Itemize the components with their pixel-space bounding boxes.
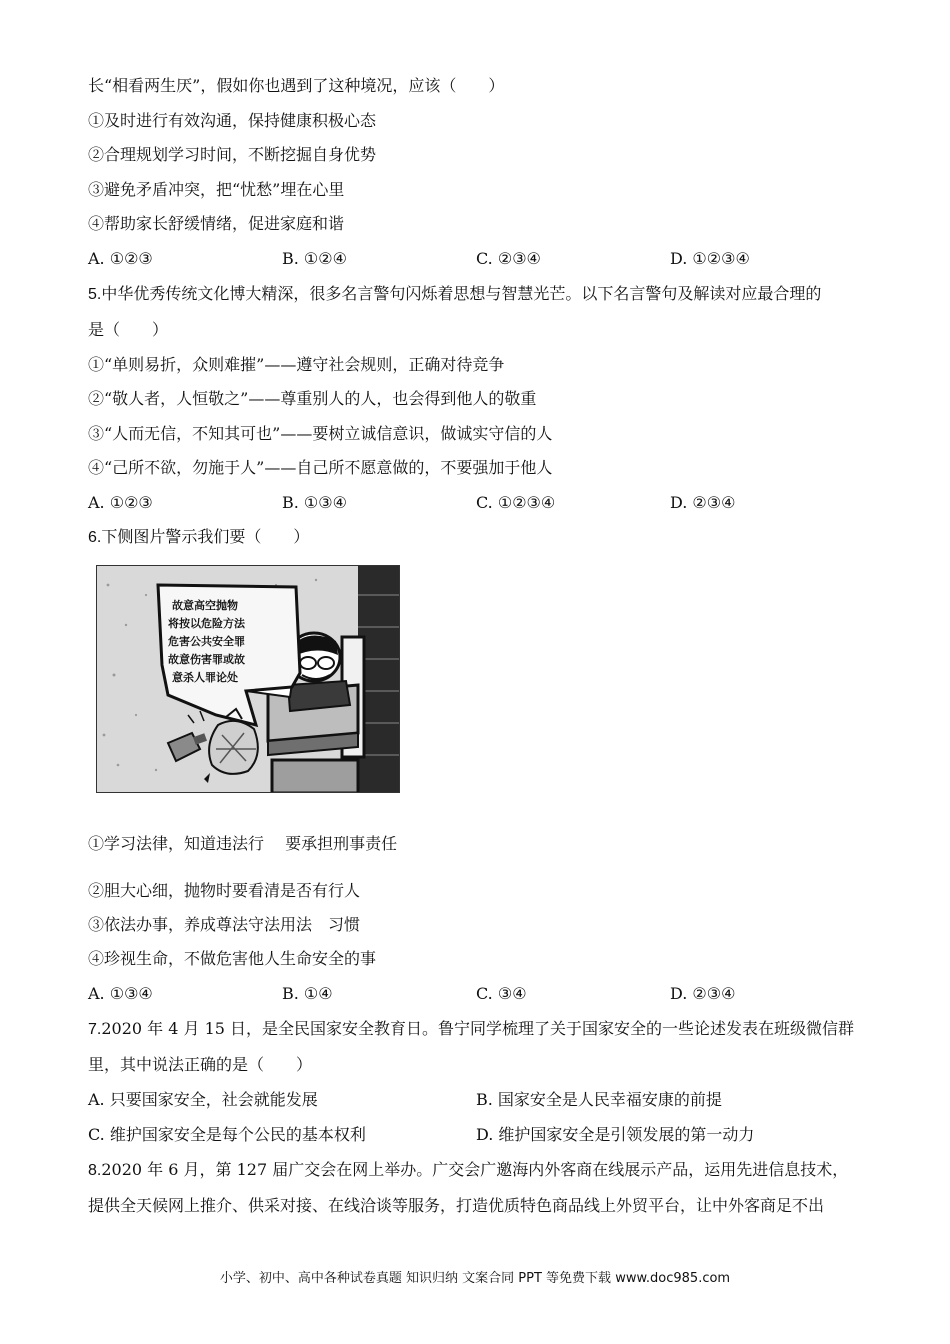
q5-options bbox=[88, 493, 868, 513]
q6-stem bbox=[88, 527, 309, 548]
q5-stem bbox=[88, 284, 821, 305]
notice-line-2: 将按以危险方法 bbox=[168, 617, 245, 630]
q4-option-c[interactable]: C. ②③④ bbox=[476, 249, 541, 268]
q5-option-d[interactable]: D. ②③④ bbox=[670, 493, 736, 512]
q5-stem-line1: 中华优秀传统文化博大精深，很多名言警句闪烁着思想与智慧光芒。以下名言警句及解读对应最合理的 bbox=[101, 284, 822, 303]
q4-item-2: ②合理规划学习时间，不断挖掘自身优势 bbox=[88, 145, 377, 164]
notice-line-4: 故意伤害罪或故 bbox=[168, 653, 245, 666]
q6-item-4: ④珍视生命，不做危害他人生命安全的事 bbox=[88, 949, 377, 968]
q6-option-a[interactable]: A. ①③④ bbox=[88, 984, 153, 1003]
q7-options-row2 bbox=[88, 1125, 868, 1145]
q7-stem bbox=[88, 1019, 854, 1040]
q5-option-c[interactable]: C. ①②③④ bbox=[476, 493, 556, 512]
q6-item-3: ③依法办事，养成尊法守法用法 习惯 bbox=[88, 915, 361, 934]
q5-item-4: ④“己所不欲，勿施于人”——自己所不愿意做的，不要强加于他人 bbox=[88, 458, 553, 477]
cartoon-illustration bbox=[96, 565, 400, 793]
q7-options-row1 bbox=[88, 1090, 868, 1110]
q6-option-c[interactable]: C. ③④ bbox=[476, 984, 527, 1003]
q7-option-d[interactable]: D. 维护国家安全是引领发展的第一动力 bbox=[476, 1125, 755, 1144]
q7-option-a[interactable]: A. 只要国家安全，社会就能发展 bbox=[88, 1090, 318, 1109]
q7-stem-line2: 里，其中说法正确的是（ ） bbox=[88, 1055, 313, 1074]
q5-option-a[interactable]: A. ①②③ bbox=[88, 493, 153, 512]
q8-stem-line1: 2020 年 6 月，第 127 届广交会在网上举办。广交会广邀海内外客商在线展示产品，运用先进信息技术， bbox=[101, 1160, 849, 1179]
q6-option-b[interactable]: B. ①④ bbox=[282, 984, 333, 1003]
q6-number: 6. bbox=[88, 529, 102, 546]
notice-line-3: 危害公共安全罪 bbox=[168, 635, 245, 648]
q4-option-d[interactable]: D. ①②③④ bbox=[670, 249, 750, 268]
q5-item-2: ②“敬人者，人恒敬之”——尊重别人的人，也会得到他人的敬重 bbox=[88, 389, 537, 408]
q8-stem-line2: 提供全天候网上推介、供采对接、在线洽谈等服务，打造优质特色商品线上外贸平台，让中外客商足不出 bbox=[88, 1196, 825, 1215]
page-footer: 小学、初中、高中各种试卷真题 知识归纳 文案合同 PPT 等免费下载 www.doc985.com bbox=[219, 1271, 731, 1286]
q7-option-c[interactable]: C. 维护国家安全是每个公民的基本权利 bbox=[88, 1125, 366, 1144]
q4-item-3: ③避免矛盾冲突，把“忧愁”埋在心里 bbox=[88, 180, 345, 199]
q6-options bbox=[88, 984, 868, 1004]
q5-item-1: ①“单则易折，众则难摧”——遵守社会规则，正确对待竞争 bbox=[88, 355, 505, 374]
q6-option-d[interactable]: D. ②③④ bbox=[670, 984, 736, 1003]
q7-stem-line1: 2020 年 4 月 15 日，是全民国家安全教育日。鲁宁同学梳理了关于国家安全的一些论述发表在班级微信群 bbox=[101, 1019, 855, 1038]
notice-line-1: 故意高空抛物 bbox=[172, 599, 238, 612]
q4-option-b[interactable]: B. ①②④ bbox=[282, 249, 347, 268]
q6-item-1: ①学习法律，知道违法行 要承担刑事责任 bbox=[88, 834, 398, 853]
q7-option-b[interactable]: B. 国家安全是人民幸福安康的前提 bbox=[476, 1090, 722, 1109]
q8-number: 8. bbox=[88, 1162, 102, 1179]
notice-line-5: 意杀人罪论处 bbox=[172, 671, 238, 684]
q7-number: 7. bbox=[88, 1021, 102, 1038]
q8-stem bbox=[88, 1160, 848, 1181]
q4-stem: 长“相看两生厌”，假如你也遇到了这种境况，应该（ ） bbox=[88, 76, 505, 95]
q5-number: 5. bbox=[88, 286, 102, 303]
q5-option-b[interactable]: B. ①③④ bbox=[282, 493, 347, 512]
q4-item-4: ④帮助家长舒缓情绪，促进家庭和谐 bbox=[88, 214, 345, 233]
q4-options bbox=[88, 249, 868, 269]
q4-option-a[interactable]: A. ①②③ bbox=[88, 249, 153, 268]
q5-item-3: ③“人而无信，不知其可也”——要树立诚信意识，做诚实守信的人 bbox=[88, 424, 553, 443]
q6-stem-text: 下侧图片警示我们要（ ） bbox=[101, 527, 310, 546]
cartoon-svg bbox=[96, 565, 400, 793]
q5-stem-line2: 是（ ） bbox=[88, 320, 169, 339]
q4-item-1: ①及时进行有效沟通，保持健康积极心态 bbox=[88, 111, 377, 130]
q6-item-2: ②胆大心细，抛物时要看清是否有行人 bbox=[88, 881, 361, 900]
